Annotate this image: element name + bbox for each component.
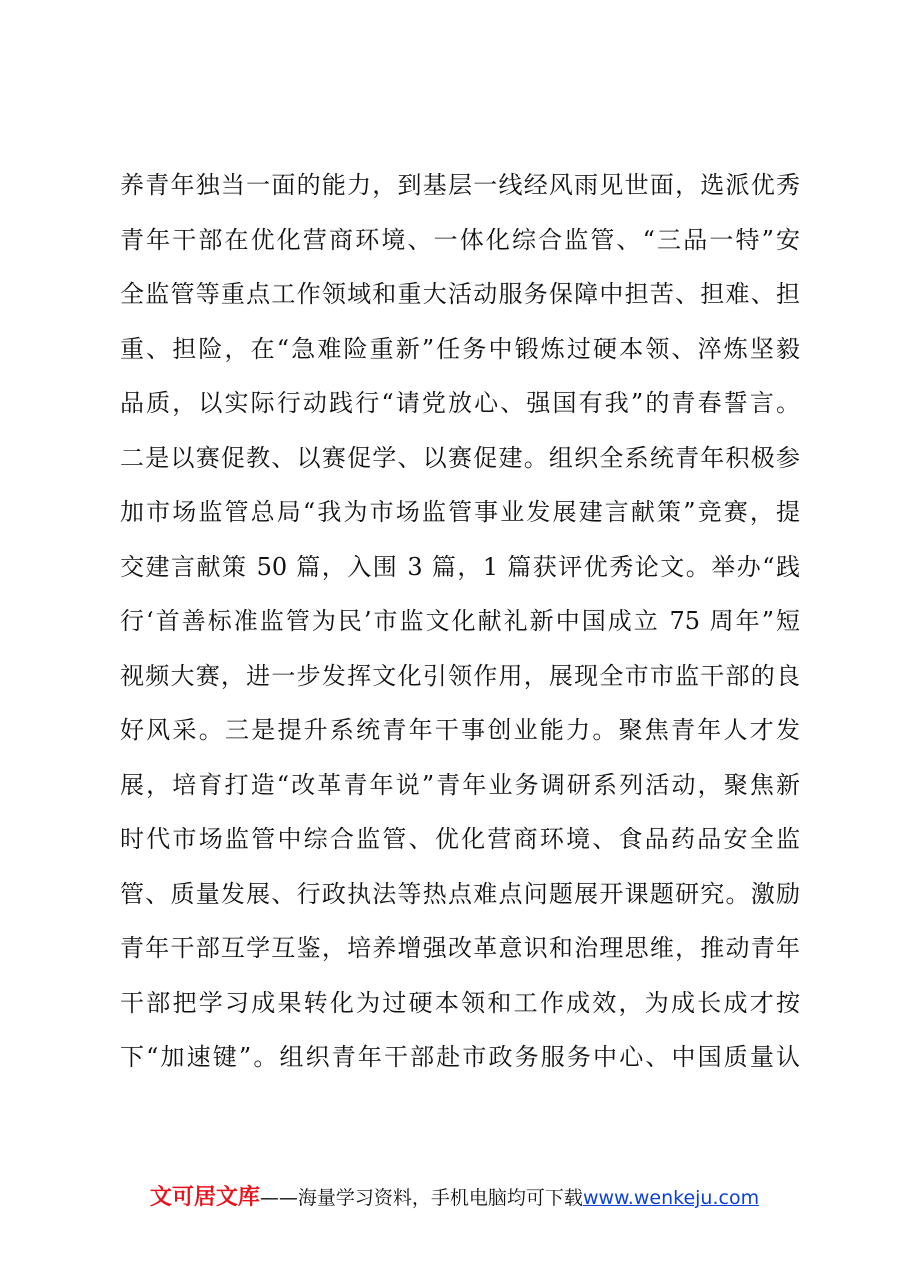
text-line: 交建言献策 50 篇，入围 3 篇，1 篇获评优秀论文。举办“践 (120, 552, 800, 581)
footer-tagline: ——海量学习资料，手机电脑均可下载 (259, 1187, 583, 1209)
text-line: 干部把学习成果转化为过硬本领和工作成效，为成长成才按 (120, 988, 800, 1017)
text-line: 青年干部在优化营商环境、一体化综合监管、“三品一特”安 (120, 225, 800, 254)
text-line: 展，培育打造“改革青年说”青年业务调研系列活动，聚焦新 (120, 770, 800, 799)
text-line: 下“加速键”。组织青年干部赴市政务服务中心、中国质量认 (120, 1043, 800, 1071)
footer-website-link[interactable]: www.wenkeju.com (582, 1187, 760, 1209)
footer-brand: 文可居文库 (149, 1185, 260, 1210)
text-line: 青年干部互学互鉴，培养增强改革意识和治理思维，推动青年 (120, 934, 800, 962)
text-line: 全监管等重点工作领域和重大活动服务保障中担苦、担难、担 (120, 280, 800, 308)
text-line: 养青年独当一面的能力，到基层一线经风雨见世面，选派优秀 (120, 171, 800, 199)
text-line: 加市场监管总局“我为市场监管事业发展建言献策”竞赛，提 (120, 498, 800, 526)
text-line: 时代市场监管中综合监管、优化营商环境、食品药品安全监 (120, 825, 800, 853)
text-line: 二是以赛促教、以赛促学、以赛促建。组织全系统青年积极参 (120, 443, 800, 472)
text-line: 管、质量发展、行政执法等热点难点问题展开课题研究。激励 (120, 879, 800, 908)
text-line: 重、担险，在“急难险重新”任务中锻炼过硬本领、淬炼坚毅 (120, 334, 800, 363)
page-footer (0, 1180, 909, 1211)
text-line: 行‘首善标准监管为民’市监文化献礼新中国成立 75 周年”短 (120, 607, 800, 635)
body-text (120, 165, 800, 1092)
text-line: 品质，以实际行动践行“请党放心、强国有我”的青春誓言。 (120, 389, 800, 417)
text-line: 视频大赛，进一步发挥文化引领作用，展现全市市监干部的良 (120, 661, 800, 690)
text-line: 好风采。三是提升系统青年干事创业能力。聚焦青年人才发 (120, 716, 800, 744)
